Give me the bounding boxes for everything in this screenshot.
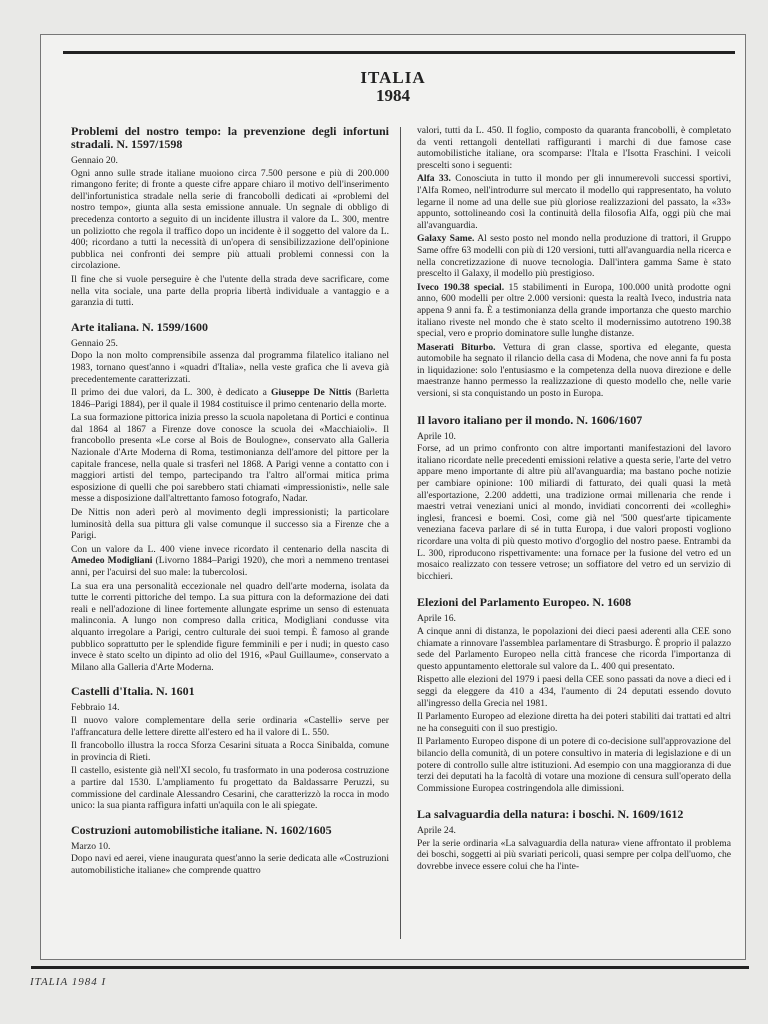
- section-automobiles-cont: [417, 125, 731, 400]
- paragraph: Forse, ad un primo confronto con altre importanti manifestazioni del lavoro italiano ricordate nelle precedenti emissioni relative a questa serie, l'arte del vetro appare meno importante di altre più all'avanguardia; ma bastano poche notizie per cambiare opinione: 100 miliardi di fatturato, dei quali quasi la metà all'esportazione, 2.200 addetti, una tradizione ormai millenaria che rende i maestri vetrai veneziani unici al mondo, invidiati concorrenti dei «colleghi» inglesi, francesi e boemi. Così, come già nel '500 quest'arte tipicamente veneziana faceva parlare di sé in tutta Europa, i due valori proposti vogliono ricordare una volta di più questo motivo d'orgoglio del nostro paese. Entrambi da L. 300, riproducono rispettivamente: una fornace per la fusione del vetro ed un mosaico realizzato con tessere vetrose; un soffiatore del vetro ed un servizio di bicchieri.: [417, 443, 731, 582]
- issue-date: Aprile 10.: [417, 430, 456, 442]
- left-column: [71, 125, 389, 888]
- paragraph: [417, 233, 731, 279]
- text-run: Vettura di gran classe, sportiva ed elegante, questa automobile ha segnato il rilancio della casa di Modena, che nove anni fa fu posta in liquidazione: solo l'entusiasmo e la competenza della nuova direzione e delle maestranze hanno permesso la realizzazione di questo modello che, nelle varie versioni, si sta conquistando un posto in Europa.: [417, 341, 731, 400]
- paragraph: Il fine che si vuole perseguire è che l'utente della strada deve sacrificare, come nella vita sociale, una parte della propria libertà individuale a vantaggio e a garanzia di tutti.: [71, 273, 389, 309]
- vehicle-name: Maserati Biturbo.: [417, 341, 496, 353]
- artist-name: Amedeo Modigliani: [71, 555, 153, 567]
- paragraph: Dopo navi ed aerei, viene inaugurata quest'anno la serie dedicata alle «Costruzioni automobilistiche italiane» che comprende quattro: [71, 853, 389, 876]
- issue-date: Marzo 10.: [71, 840, 111, 852]
- paragraph: Dopo la non molto comprensibile assenza dal programma filatelico italiano nel 1983, tornano quest'anno i «quadri d'Italia», nella veste grafica che li aveva già precedentemente caratterizzati.: [71, 350, 389, 385]
- text-run: 15 stabilimenti in Europa, 100.000 unità prodotte ogni anno, 600 modelli per oltre 2.000 versioni: questa la realtà Iveco, industria nata appena 9 anni fa. È a testimonianza della grande importanza che questo marchio italiano riveste nel mondo che è stato scelto il modernissimo autotreno 190.38 special, vero e proprio dominatore sulle lunghe distanze.: [417, 281, 731, 340]
- paragraph: La sua formazione pittorica inizia presso la scuola napoletana di Portici e continua dal 1864 al 1867 a Firenze dove conosce la scuola dei «Macchiaioli». Il francobollo presenta «Le corse al Bois de Boulogne», conservato alla Galleria Nazionale d'Arte Moderna di Roma, testimonianza dell'amore del pittore per la capitale francese, nella quale si trasferì nel 1868. A Parigi venne a contatto con i maggiori artisti del tempo, partecipando tra l'altro all'ormai mitica prima esposizione di quelli che poi sarebbero stati chiamati «impressionisti», nelle sale messe a disposizione dall'altrettanto famoso fotografo, Nadar.: [71, 412, 389, 505]
- section-italian-work: [417, 414, 731, 583]
- paragraph: [417, 342, 731, 400]
- title-year: 1984: [376, 86, 410, 105]
- page-title: [41, 69, 745, 105]
- page-frame: [40, 34, 746, 960]
- issue-date: Gennaio 25.: [71, 337, 118, 349]
- paragraph: [71, 544, 389, 579]
- paragraph: Il castello, esistente già nell'XI secolo, fu trasformato in una poderosa costruzione a partire dal 1530. L'ampliamento fu progettato da Baldassarre Peruzzi, su commissione del cardinale Alessandro Cesarini, che caratterizzò la rocca in modo unico: la sua pianta raffigura infatti un'aquila con le ali spiegate.: [71, 765, 389, 812]
- section-european-parliament: [417, 596, 731, 794]
- text-run: Conosciuta in tutto il mondo per gli innumerevoli successi sportivi, l'Alfa Romeo, nell'introdurre sul mercato il modello qui rappresentato, ha voluto legarne il nome ad una delle sue più gloriose realizzazioni del passato, la «33» appunto, sottolineando così la continuità della filosofia Alfa, oggi più che mai all'avanguardia.: [417, 173, 731, 231]
- section-castles: [71, 685, 389, 811]
- section-automobiles: [71, 824, 389, 877]
- paragraph: A cinque anni di distanza, le popolazioni dei dieci paesi aderenti alla CEE sono chiamate a rinnovare l'assemblea parlamentare di Strasburgo. È proprio il palazzo sede del Parlamento Europeo nella città francese che ricorda l'importanza di questo appuntamento elettorale sul valore da L. 400 qui presentato.: [417, 625, 731, 672]
- paragraph: [71, 387, 389, 410]
- section-heading: Arte italiana. N. 1599/1600: [71, 319, 208, 334]
- text-run: (Barletta 1846–Parigi 1884), per il quale il 1984 costituisce il primo centenario della morte.: [71, 387, 390, 410]
- section-heading: Costruzioni automobilistiche italiane. N. 1602/1605: [71, 822, 332, 837]
- paragraph: Il Parlamento Europeo ad elezione diretta ha dei poteri stabiliti dai trattati ed altri ne ha conseguiti con il suo prestigio.: [417, 711, 731, 734]
- vehicle-name: Galaxy Same.: [417, 233, 475, 245]
- section-heading: La salvaguardia della natura: i boschi. N. 1609/1612: [417, 807, 684, 822]
- page-footer: ITALIA 1984 I: [30, 976, 107, 988]
- text-run: Con un valore da L. 400 viene invece ricordato il centenario della nascita di: [71, 543, 389, 555]
- section-heading: Castelli d'Italia. N. 1601: [71, 684, 195, 699]
- paragraph: Per la serie ordinaria «La salvaguardia della natura» viene affrontato il problema dei boschi, soggetti ai più svariati pericoli, quasi sempre per colpa dell'uomo, che dovrebbe invece essere colui che ha l'inte-: [417, 837, 731, 873]
- section-heading: Elezioni del Parlamento Europeo. N. 1608: [417, 595, 632, 610]
- vehicle-name: Iveco 190.38 special.: [417, 281, 505, 293]
- paragraph: [417, 173, 731, 231]
- paragraph: Il Parlamento Europeo dispone di un potere di co-decisione sull'approvazione del bilancio della comunità, di un potere consultivo in materia di legislazione e di un potere di controllo sulle altre istituzioni. Ad esempio con una maggioranza di due terzi dei deputati ha la facoltà di votare una mozione di censura sull'operato della Commissione Europea costringendola alle dimissioni.: [417, 736, 731, 794]
- paragraph: La sua era una personalità eccezionale nel quadro dell'arte moderna, isolata da tutte le correnti pittoriche del tempo. La sua pittura con la deformazione dei dati reali e nell'adozione di linee fortemente allungate esprime un senso di estenuata malinconia. A lungo non compreso dalla critica, Modigliani condusse vita alquanto irregolare a Parigi, centro culturale dei suoi tempi. È famoso al grande pubblico soprattutto per le splendide figure femminili e per i nudi; in questo caso invece è stato scelto un dipinto ad olio del 1916, «Paul Guillaume», conservato a Milano alla Galleria d'Arte Moderna.: [71, 580, 389, 673]
- issue-date: Aprile 16.: [417, 613, 456, 625]
- paragraph: Il nuovo valore complementare della serie ordinaria «Castelli» serve per l'affrancatura delle lettere dirette all'estero ed ha il valore di L. 550.: [71, 714, 389, 738]
- text-run: Il primo dei due valori, da L. 300, è dedicato a: [71, 387, 271, 399]
- paragraph: De Nittis non aderì però al movimento degli impressionisti; la particolare luminosità della sua pittura gli valse comunque il successo sia a Firenze che a Parigi.: [71, 507, 389, 542]
- issue-date: Febbraio 14.: [71, 702, 120, 714]
- right-column: [417, 125, 731, 885]
- section-heading: Problemi del nostro tempo: la prevenzione degli infortuni stradali. N. 1597/1598: [71, 124, 389, 151]
- artist-name: Giuseppe De Nittis: [271, 387, 352, 399]
- paragraph: valori, tutti da L. 450. Il foglio, composto da quaranta francobolli, è completato da venti rettangoli dentellati raffiguranti i marchi di due famose case automobilistiche italiane, ora scomparse: l'Itala e l'Isotta Fraschini. I veicoli prescelti sono i seguenti:: [417, 125, 731, 171]
- title-country: ITALIA: [360, 68, 426, 87]
- section-heading: Il lavoro italiano per il mondo. N. 1606/1607: [417, 412, 643, 427]
- section-italian-art: [71, 321, 389, 674]
- paragraph: Rispetto alle elezioni del 1979 i paesi della CEE sono passati da nove a dieci ed i seggi da eleggere da 410 a 434, l'aumento di 24 deputati essendo dovuto all'ingresso della Grecia nel 1981.: [417, 674, 731, 709]
- column-divider: [400, 127, 401, 939]
- section-road-safety: [71, 125, 389, 309]
- bottom-rule: [31, 966, 749, 969]
- paragraph: [417, 282, 731, 340]
- top-rule: [63, 51, 735, 54]
- paragraph: Il francobollo illustra la rocca Sforza Cesarini situata a Rocca Sinibalda, comune in provincia di Rieti.: [71, 740, 389, 763]
- paragraph: Ogni anno sulle strade italiane muoiono circa 7.500 persone e più di 200.000 rimangono ferite; di fronte a queste cifre appare chiaro il motivo dell'inserimento dell'infortunistica stradale nella serie di francobolli dedicati ai «problemi del nostro tempo», giunta alla sesta emissione annuale. Un segnale di obbligo di precedenza contorto a seguito di un incidente illustra il valore da L. 300, mentre un poliziotto che regola il traffico dopo un incidente è il soggetto del valore da L. 400; ricordano a tutti la necessità di un'opera di sensibilizzazione dell'opinione pubblica nei confronti dei sempre più attuali problemi connessi con la circolazione.: [71, 167, 389, 272]
- vehicle-name: Alfa 33.: [417, 173, 451, 185]
- text-run: Al sesto posto nel mondo nella produzione di trattori, il Gruppo Same offre 63 modelli con più di 120 versioni, tutti all'avanguardia nella ricerca e nella concretizzazione di nuove tecnologia. Dall'intera gamma Same è stato prescelto il Galaxy, il modello più prestigioso.: [417, 233, 731, 280]
- issue-date: Gennaio 20.: [71, 155, 118, 166]
- section-nature-woods: [417, 808, 731, 872]
- issue-date: Aprile 24.: [417, 825, 456, 837]
- text-run: (Livorno 1884–Parigi 1920), che morì a nemmeno trentasei anni, per l'acuirsi del suo male: la tubercolosi.: [71, 555, 389, 578]
